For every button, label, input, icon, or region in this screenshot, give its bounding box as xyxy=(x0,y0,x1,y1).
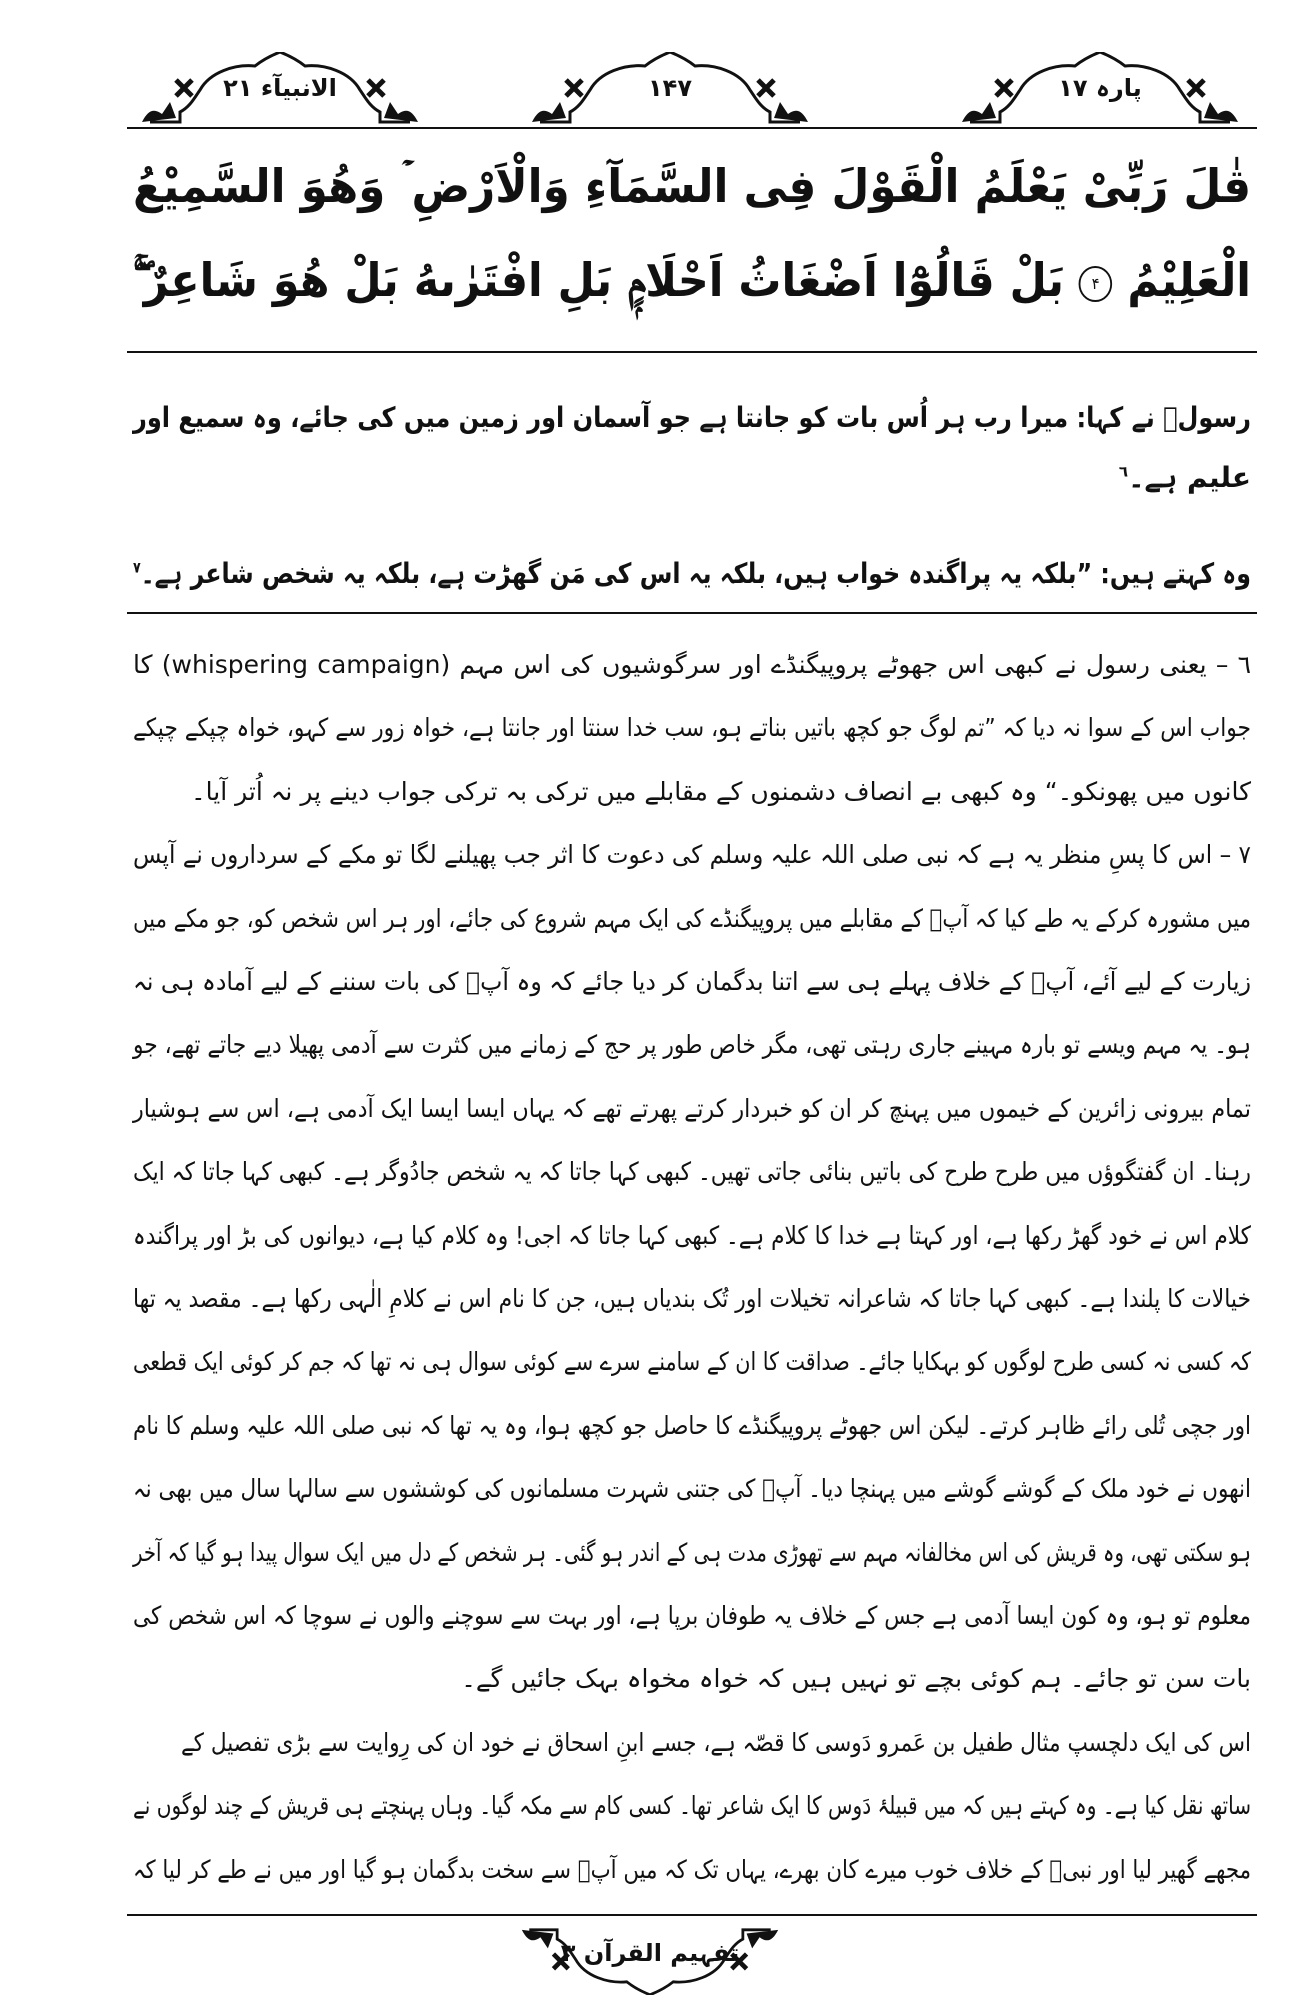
verse-text: الْعَلِیْمُ xyxy=(1127,253,1251,307)
verse-divider xyxy=(127,351,1257,353)
commentary-line: کانوں میں پھونکو۔“ وہ کبھی بے انصاف دشمنوں کے مقابلے میں ترکی بہ ترکی جواب دینے پر نہ اُتر آیا۔ xyxy=(191,776,1251,806)
commentary-line: ٧ – اس کا پسِ منظر یہ ہے کہ نبی صلی اللہ علیہ وسلم کی دعوت کا اثر جب پھیلنے لگا تو مکے کے سرداروں نے آپس xyxy=(133,840,1251,870)
translation-divider xyxy=(127,612,1257,614)
commentary-line: اس کی ایک دلچسپ مثال طفیل بن عَمرو دَوسی کا قصّہ ہے، جسے ابنِ اسحاق نے خود ان کی رِوایت سے بڑی تفصیل کے xyxy=(181,1727,1251,1757)
commentary-line: ٦ – یعنی رسول نے کبھی اس جھوٹے پروپیگنڈے اور سرگوشیوں کی اس مہم (whispering campaign) کا xyxy=(133,650,1251,679)
commentary-line: مجھے گھیر لیا اور نبیؐ کے خلاف خوب میرے کان بھرے، یہاں تک کہ میں آپؐ سے سخت بدگمان ہو گیا اور میں نے طے کر لیا کہ xyxy=(133,1854,1252,1884)
footnote-ref[interactable]: ٦ xyxy=(1118,462,1129,481)
commentary-line: ساتھ نقل کیا ہے۔ وہ کہتے ہیں کہ میں قبیلۂ دَوس کا ایک شاعر تھا۔ کسی کام سے مکہ گیا۔ وہاں پہنچتے ہی قریش کے چند لوگوں نے xyxy=(133,1791,1251,1821)
commentary-line: رہنا۔ ان گفتگوؤں میں طرح طرح کی باتیں بنائی جاتی تھیں۔ کبھی کہا جاتا کہ یہ شخص جادُوگر ہے۔ کبھی کہا جاتا کہ ایک xyxy=(132,1157,1251,1187)
commentary-line: میں مشورہ کرکے یہ طے کیا کہ آپؐ کے مقابلے میں پروپیگنڈے کی ایک مہم شروع کی جائے، اور ہر اس شخص کو، جو مکے میں xyxy=(133,903,1252,933)
page-number: ۱۴۷ xyxy=(648,74,692,102)
translation-text: رسولؐ نے کہا: میرا رب ہر اُس بات کو جانتا ہے جو آسمان اور زمین میں کی جائے، وہ سمیع اور xyxy=(133,401,1251,434)
verse-line-1 xyxy=(133,159,1251,223)
commentary-line: بات سن تو جائے۔ ہم کوئی بچے تو نہیں ہیں کہ خواہ مخواہ بہک جائیں گے۔ xyxy=(461,1664,1251,1694)
ayah-end-marker-icon: ۴ xyxy=(1079,266,1113,302)
commentary-line: ہو سکتی تھی، وہ قریش کی اس مخالفانہ مہم سے تھوڑی مدت ہی کے اندر ہو گئی۔ ہر شخص کے دل میں ایک سوال پیدا ہو گیا کہ آخر xyxy=(132,1537,1251,1567)
header-surah-ornament xyxy=(140,52,420,127)
verse-line-2 xyxy=(132,253,1251,317)
commentary-line: انھوں نے خود ملک کے گوشے گوشے میں پہنچا دیا۔ آپؐ کی جتنی شہرت مسلمانوں کی کوششوں سے سالہا سال میں بھی نہ xyxy=(133,1474,1252,1504)
book-title: تفہیم القرآن ۳ xyxy=(560,1939,740,1967)
commentary-line: ہو۔ یہ مہم ویسے تو بارہ مہینے جاری رہتی تھی، مگر خاص طور پر حج کے زمانے میں کثرت سے آدمی پھیلا دیے جاتے تھے، جو xyxy=(132,1030,1251,1060)
surah-name: الانبیآء ۲۱ xyxy=(223,74,337,102)
header-para-ornament xyxy=(960,52,1240,127)
footnote-ref[interactable]: ٧ xyxy=(133,558,141,577)
para-number: پارہ ۱۷ xyxy=(1058,74,1142,102)
translation-line-1 xyxy=(133,401,1251,434)
verse-text: بَلْ قَالُوْٓا اَضْغَاثُ اَحْلَامٍۭ بَلِ افْتَرٰىهُ بَلْ هُوَ شَاعِرٌ ۚۖ xyxy=(132,253,1064,307)
commentary-line: تمام بیرونی زائرین کے خیموں میں پہنچ کر ان کو خبردار کرتے پھرتے تھے کہ یہاں ایسا ایسا ایک آدمی ہے، اس سے ہوشیار xyxy=(133,1093,1252,1123)
commentary-line: کہ کسی نہ کسی طرح لوگوں کو بہکایا جائے۔ صداقت کا ان کے سامنے سرے سے کوئی سوال ہی نہ تھا کہ جم کر کوئی ایک قطعی xyxy=(133,1347,1251,1377)
translation-line-2 xyxy=(133,461,1251,494)
commentary-line: زیارت کے لیے آئے، آپؐ کے خلاف پہلے ہی سے اتنا بدگمان کر دیا جائے کہ وہ آپؐ کی بات سننے کے لیے آمادہ ہی نہ xyxy=(132,967,1251,996)
commentary-line: کلام اس نے خود گھڑ رکھا ہے، اور کہتا ہے خدا کا کلام ہے۔ کبھی کہا جاتا کہ اجی! وہ کلام کیا ہے، دیوانوں کی بڑ اور پراگندہ xyxy=(133,1220,1252,1250)
commentary-line: اور جچی تُلی رائے ظاہر کرتے۔ لیکن اس جھوٹے پروپیگنڈے کا حاصل جو کچھ ہوا، وہ یہ تھا کہ نبی صلی اللہ علیہ وسلم کا نام xyxy=(133,1410,1251,1440)
verse-text: قٰلَ رَبِّیْ یَعْلَمُ الْقَوْلَ فِی السَّمَآءِ وَالْاَرْضِ ۡ وَهُوَ السَّمِیْعُ xyxy=(133,159,1251,213)
header-page-ornament xyxy=(530,52,810,127)
commentary-line: جواب اس کے سوا نہ دیا کہ ”تم لوگ جو کچھ باتیں بناتے ہو، سب خدا سنتا اور جانتا ہے، خواہ زور سے کہو، خواہ چپکے چپکے xyxy=(132,713,1251,743)
translation-text: وہ کہتے ہیں: ”بلکہ یہ پراگندہ خواب ہیں، بلکہ یہ اس کی مَن گھڑت ہے، بلکہ یہ شخص شاعر ہے۔ xyxy=(140,557,1252,590)
footer-divider xyxy=(127,1914,1257,1916)
commentary-line: خیالات کا پلندا ہے۔ کبھی کہا جاتا کہ شاعرانہ تخیلات اور تُک بندیاں ہیں، جن کا نام اس نے کلامِ الٰہی رکھا ہے۔ مقصد یہ تھا xyxy=(132,1284,1251,1313)
commentary-line: معلوم تو ہو، وہ کون ایسا آدمی ہے جس کے خلاف یہ طوفان برپا ہے، اور بہت سے سوچنے والوں نے سوچا کہ اس شخص کی xyxy=(133,1601,1252,1630)
translation-line-3 xyxy=(133,557,1252,590)
footer-ornament xyxy=(520,1925,780,1995)
header-divider xyxy=(127,127,1257,129)
translation-text: علیم ہے۔ xyxy=(1128,461,1251,494)
